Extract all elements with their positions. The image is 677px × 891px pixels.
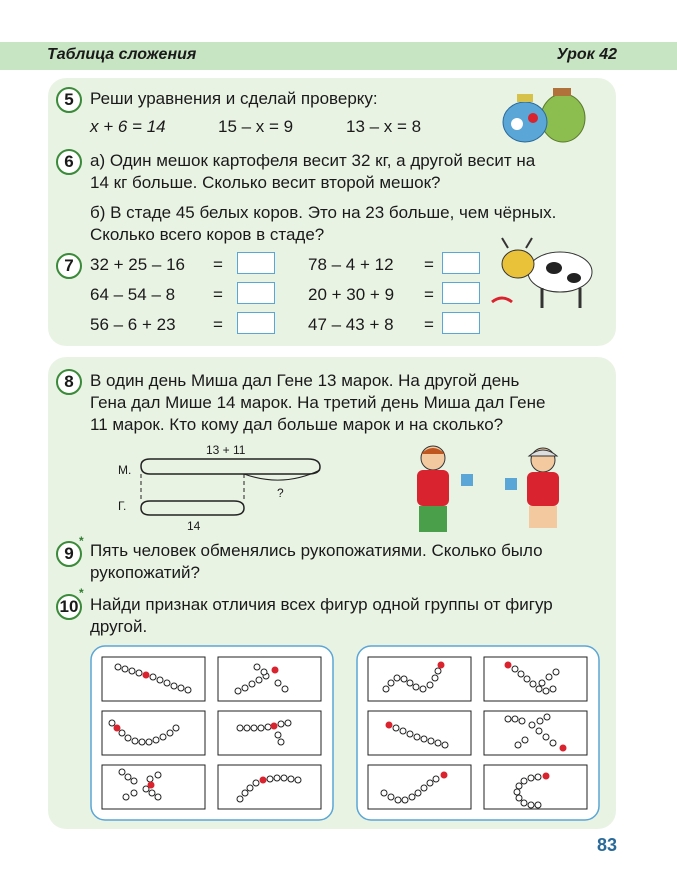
cow-illustration <box>492 232 602 312</box>
equals-sign: = <box>424 315 434 334</box>
task-number-7: 7 <box>56 253 82 279</box>
diagram-bottom-label: 14 <box>187 519 201 533</box>
task8-line2: Гена дал Мише 14 марок. На третий день Миша дал Гене <box>90 393 546 412</box>
task5-eq1: x + 6 = 14 <box>90 117 166 136</box>
page-number: 83 <box>596 835 617 855</box>
task-number-8: 8 <box>56 369 82 395</box>
diagram-question: ? <box>277 486 284 500</box>
equals-sign: = <box>424 285 434 304</box>
task5-eq3: 13 – x = 8 <box>346 117 422 136</box>
equals-sign: = <box>213 315 223 334</box>
answer-box[interactable] <box>237 282 275 304</box>
header-title: Таблица сложения <box>47 46 197 63</box>
task-number-10: 10 <box>56 594 82 620</box>
task6-b-line2: Сколько всего коров в стаде? <box>90 225 325 244</box>
task5-eq2: 15 – x = 9 <box>218 117 294 136</box>
answer-box[interactable] <box>442 282 480 304</box>
task10-line1: Найди признак отличия всех фигур одной группы от фигур <box>90 595 553 614</box>
task9-line1: Пять человек обменялись рукопожатиями. Сколько было <box>90 541 543 560</box>
task7-expr-1-left: 32 + 25 – 16 <box>90 255 186 274</box>
task6-a-line1: а) Один мешок картофеля весит 32 кг, а другой весит на <box>90 151 536 170</box>
task7-expr-2-left: 64 – 54 – 8 <box>90 285 176 304</box>
task6-b-line1: б) В стаде 45 белых коров. Это на 23 больше, чем чёрных. <box>90 203 557 222</box>
task7-expr-2-right: 20 + 30 + 9 <box>308 285 395 304</box>
answer-box[interactable] <box>237 312 275 334</box>
task9-line2: рукопожатий? <box>90 563 201 582</box>
lesson-number: Урок 42 <box>556 46 617 63</box>
figure-group-right <box>356 645 600 821</box>
answer-box[interactable] <box>442 252 480 274</box>
task-number-6: 6 <box>56 149 82 175</box>
task7-expr-3-right: 47 – 43 + 8 <box>308 315 394 334</box>
equals-sign: = <box>213 285 223 304</box>
boys-illustration <box>405 442 575 537</box>
task5-text: Реши уравнения и сделай проверку: <box>90 89 378 108</box>
task-number-9: 9 <box>56 541 82 567</box>
diagram-g-label: Г. <box>118 499 127 513</box>
task7-expr-1-right: 78 – 4 + 12 <box>308 255 394 274</box>
star-mark: * <box>79 534 84 548</box>
equals-sign: = <box>213 255 223 274</box>
task10-line2: другой. <box>90 617 148 636</box>
equals-sign: = <box>424 255 434 274</box>
diagram-m-label: М. <box>118 463 132 477</box>
bags-illustration <box>495 84 590 144</box>
header-bar <box>0 42 677 70</box>
task8-line1: В один день Миша дал Гене 13 марок. На другой день <box>90 371 520 390</box>
diagram-top-label: 13 + 11 <box>206 443 246 457</box>
task8-line3: 11 марок. Кто кому дал больше марок и на сколько? <box>90 415 504 434</box>
task7-expr-3-left: 56 – 6 + 23 <box>90 315 176 334</box>
answer-box[interactable] <box>237 252 275 274</box>
star-mark: * <box>79 586 84 600</box>
task-number-5: 5 <box>56 87 82 113</box>
task6-a-line2: 14 кг больше. Сколько весит второй мешок? <box>90 173 441 192</box>
answer-box[interactable] <box>442 312 480 334</box>
figure-group-left <box>90 645 334 821</box>
segment-diagram <box>138 456 328 522</box>
